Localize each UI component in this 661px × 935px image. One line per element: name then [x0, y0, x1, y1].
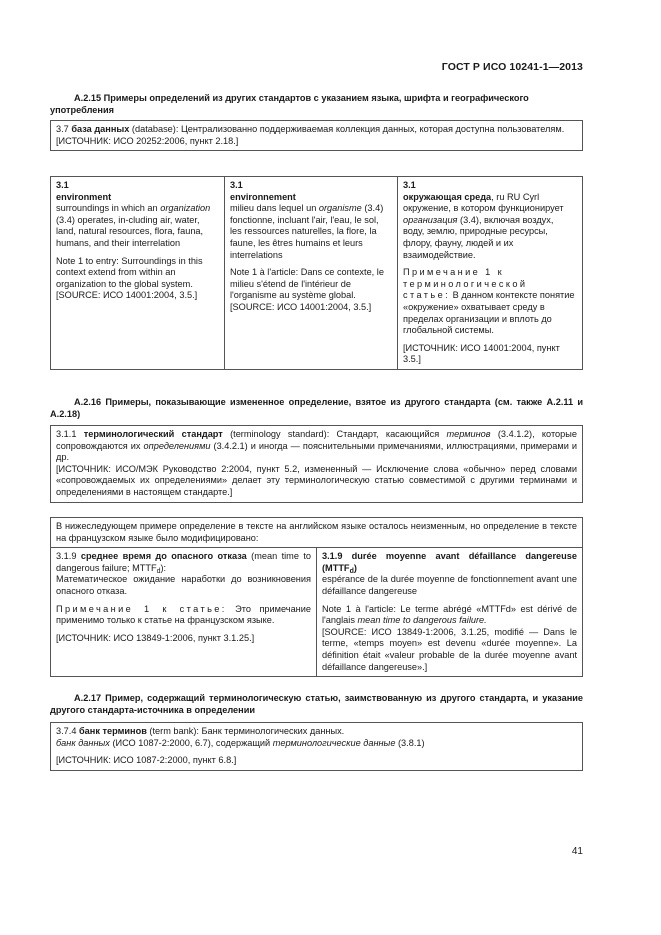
column-french [224, 177, 397, 369]
note-label: Примечание 1 к терминологической статье: [403, 267, 528, 301]
entry-source: [SOURCE: ИСО 14001:2004, 3.5.] [56, 290, 198, 301]
entry-source: [ИСТОЧНИК: ИСО 1087-2:2000, пункт 6.8.] [56, 755, 237, 766]
definition-text: (3.8.1) [398, 737, 425, 748]
subscript: d [156, 567, 161, 575]
entry-note: Note 1 to entry: Surroundings in this context extend from within an organization to the global system. [56, 255, 203, 289]
example-box-term-bank [50, 722, 583, 771]
definition-text: окружение, в котором функционирует [403, 203, 564, 214]
table-intro: В нижеследующем примере определение в тексте на английском языке осталось неизменным, но определение в тексте на французском языке было модифицировано: [56, 521, 577, 543]
entry-term: окружающая среда [403, 191, 492, 202]
entry-definition: espérance de la durée moyenne de fonctionnement avant une défaillance dangereuse [322, 574, 577, 596]
entry-term: база данных [71, 124, 130, 134]
definition-text: milieu dans lequel un [230, 203, 317, 214]
entry-note: Note 1 à l'article: Dans ce contexte, le milieu s'étend de l'intérieur de l'organisme au système global. [230, 267, 384, 301]
note-text: В данном контексте понятие «окружение» охватывает среду в пределах организации и вплоть до глобальной системы. [403, 290, 575, 336]
definition-text: (3.4.2.1) и иногда — пояснительными примечаниями, иллюстрациями, примерами и др. [56, 440, 577, 463]
entry-line-2 [56, 738, 577, 750]
entry-definition: Математическое ожидание наработки до возникновения опасного отказа. [56, 574, 311, 596]
page-number: 41 [571, 846, 583, 857]
multilingual-table [50, 176, 583, 370]
entry-source: [ИСТОЧНИК: ИСО/МЭК Руководство 2:2004, пункт 5.2, измененный — Исключение слова «обычно» перед словами «сопровождаемых их определениями» делает эту терминологическую статью совместимой с другими терминами и определениями в настоящем стандарте.] [56, 463, 577, 497]
entry-number: 3.1.9 [56, 551, 77, 562]
entry-line [56, 726, 577, 738]
term-equivalent: (mean time to dangerous failure; MTTF [56, 551, 311, 573]
entry-term: банк терминов [79, 726, 147, 736]
definition-term-ref: терминологические данные [272, 737, 396, 748]
section-title-a216: А.2.16 Примеры, показывающие измененное определение, взятое из другого стандарта (см. также А.2.11 и А.2.18) [50, 397, 583, 419]
entry-number: 3.7.4 [56, 726, 77, 736]
entry-number: 3.1.1 [56, 429, 77, 439]
example-box-terminology-standard [50, 425, 583, 503]
definition-term-ref: определениями [143, 440, 211, 451]
entry-note [403, 267, 577, 337]
definition-term-ref: organization [160, 203, 211, 214]
locale-code: , ru RU Cyrl [491, 191, 540, 202]
subscript: d [349, 567, 354, 575]
column-russian [397, 177, 582, 369]
column-french [317, 548, 582, 676]
entry-term: 3.1.9 durée moyenne avant défaillance dangereuse (MTTF [322, 551, 577, 573]
definition-term-ref: банк данных [56, 737, 110, 748]
entry-source: [ИСТОЧНИК: ИСО 20252:2006, пункт 2.18.] [56, 135, 239, 146]
entry-term-line [322, 551, 577, 574]
entry-source: [ИСТОЧНИК: ИСО 14001:2004, пункт 3.5.] [403, 342, 560, 365]
standard-header: ГОСТ Р ИСО 10241-1—2013 [441, 61, 583, 73]
entry-definition: (database): Централизованно поддерживаемая коллекция данных, которая доступна пользователям. [131, 124, 565, 134]
example-box-database [50, 120, 583, 151]
definition-term-ref: терминов [446, 429, 491, 439]
entry-definition [403, 203, 577, 261]
entry-source: [SOURCE: ИСО 13849-1:2006, 3.1.25, modifié — Dans le terme, «temps moyen» est devenu «durée moyenne». La définition était «valeur probable de la durée moyenne avant défaillance dangereuse».] [322, 626, 577, 672]
modified-definition-table [50, 517, 583, 677]
entry-number: 3.7 [56, 124, 69, 134]
note-label: Примечание 1 к статье: [56, 603, 227, 614]
note-text: Note 1 à l'article: Le terme abrégé «MTTFd» est dérivé de l'anglais [322, 603, 577, 626]
entry-number: 3.1 [56, 180, 69, 190]
definition-text: (ИСО 1087-2:2000, 6.7), содержащий [112, 737, 271, 748]
definition-text: (3.4) fonctionne, incluant l'air, l'eau, le sol, les ressources naturelles, la flore, la faune, les êtres humains et leurs interrelations [230, 203, 384, 260]
term-equivalent-end: ): [160, 562, 167, 573]
entry-source: [SOURCE: ИСО 14001:2004, 3.5.] [230, 301, 372, 312]
column-english [51, 177, 224, 369]
section-title-a217: А.2.17 Пример, содержащий терминологическую статью, заимствованную из другого стандарта, и указание другого стандарта-источника в определении [50, 693, 583, 715]
entry-term-end: ) [353, 562, 357, 573]
entry-term: environnement [230, 191, 296, 202]
entry-source: [ИСТОЧНИК: ИСО 13849-1:2006, пункт 3.1.25.] [56, 632, 255, 643]
entry-term: среднее время до опасного отказа [80, 551, 247, 562]
definition-text: (3.4) operates, in-cluding air, water, land, natural resources, flora, fauna, humans, and their interrelation [56, 214, 204, 248]
note-term-ref: mean time to dangerous failure. [357, 615, 487, 626]
entry-number: 3.1 [403, 180, 416, 190]
note-text: Это примечание применимо только к статье на французском языке. [56, 603, 311, 626]
entry-term-line [403, 192, 577, 204]
column-russian [51, 548, 317, 676]
definition-text: (3.4), включая воздух, воду, землю, природные ресурсы, флору, фауну, людей и их взаимодействие. [403, 214, 554, 260]
entry-definition [230, 203, 392, 261]
entry-note [322, 604, 577, 627]
entry-note [56, 604, 311, 627]
entry-term: environment [56, 191, 112, 202]
entry-term: терминологический стандарт [83, 429, 223, 439]
definition-text: surroundings in which an [56, 203, 158, 214]
definition-term-ref: организация [403, 214, 458, 225]
definition-text: (terminology standard): Стандарт, касающийся [230, 429, 440, 439]
section-title-a215: А.2.15 Примеры определений из других стандартов с указанием языка, шрифта и географического употребления [50, 93, 529, 115]
entry-definition: (term bank): Банк терминологических данных. [149, 726, 345, 736]
entry-term-line [56, 551, 311, 574]
definition-term-ref: organisme [318, 203, 362, 214]
definition-text: (3.4.1.2), которые сопровождаются их [56, 429, 577, 451]
entry-number: 3.1 [230, 180, 243, 190]
entry-definition [56, 203, 219, 249]
